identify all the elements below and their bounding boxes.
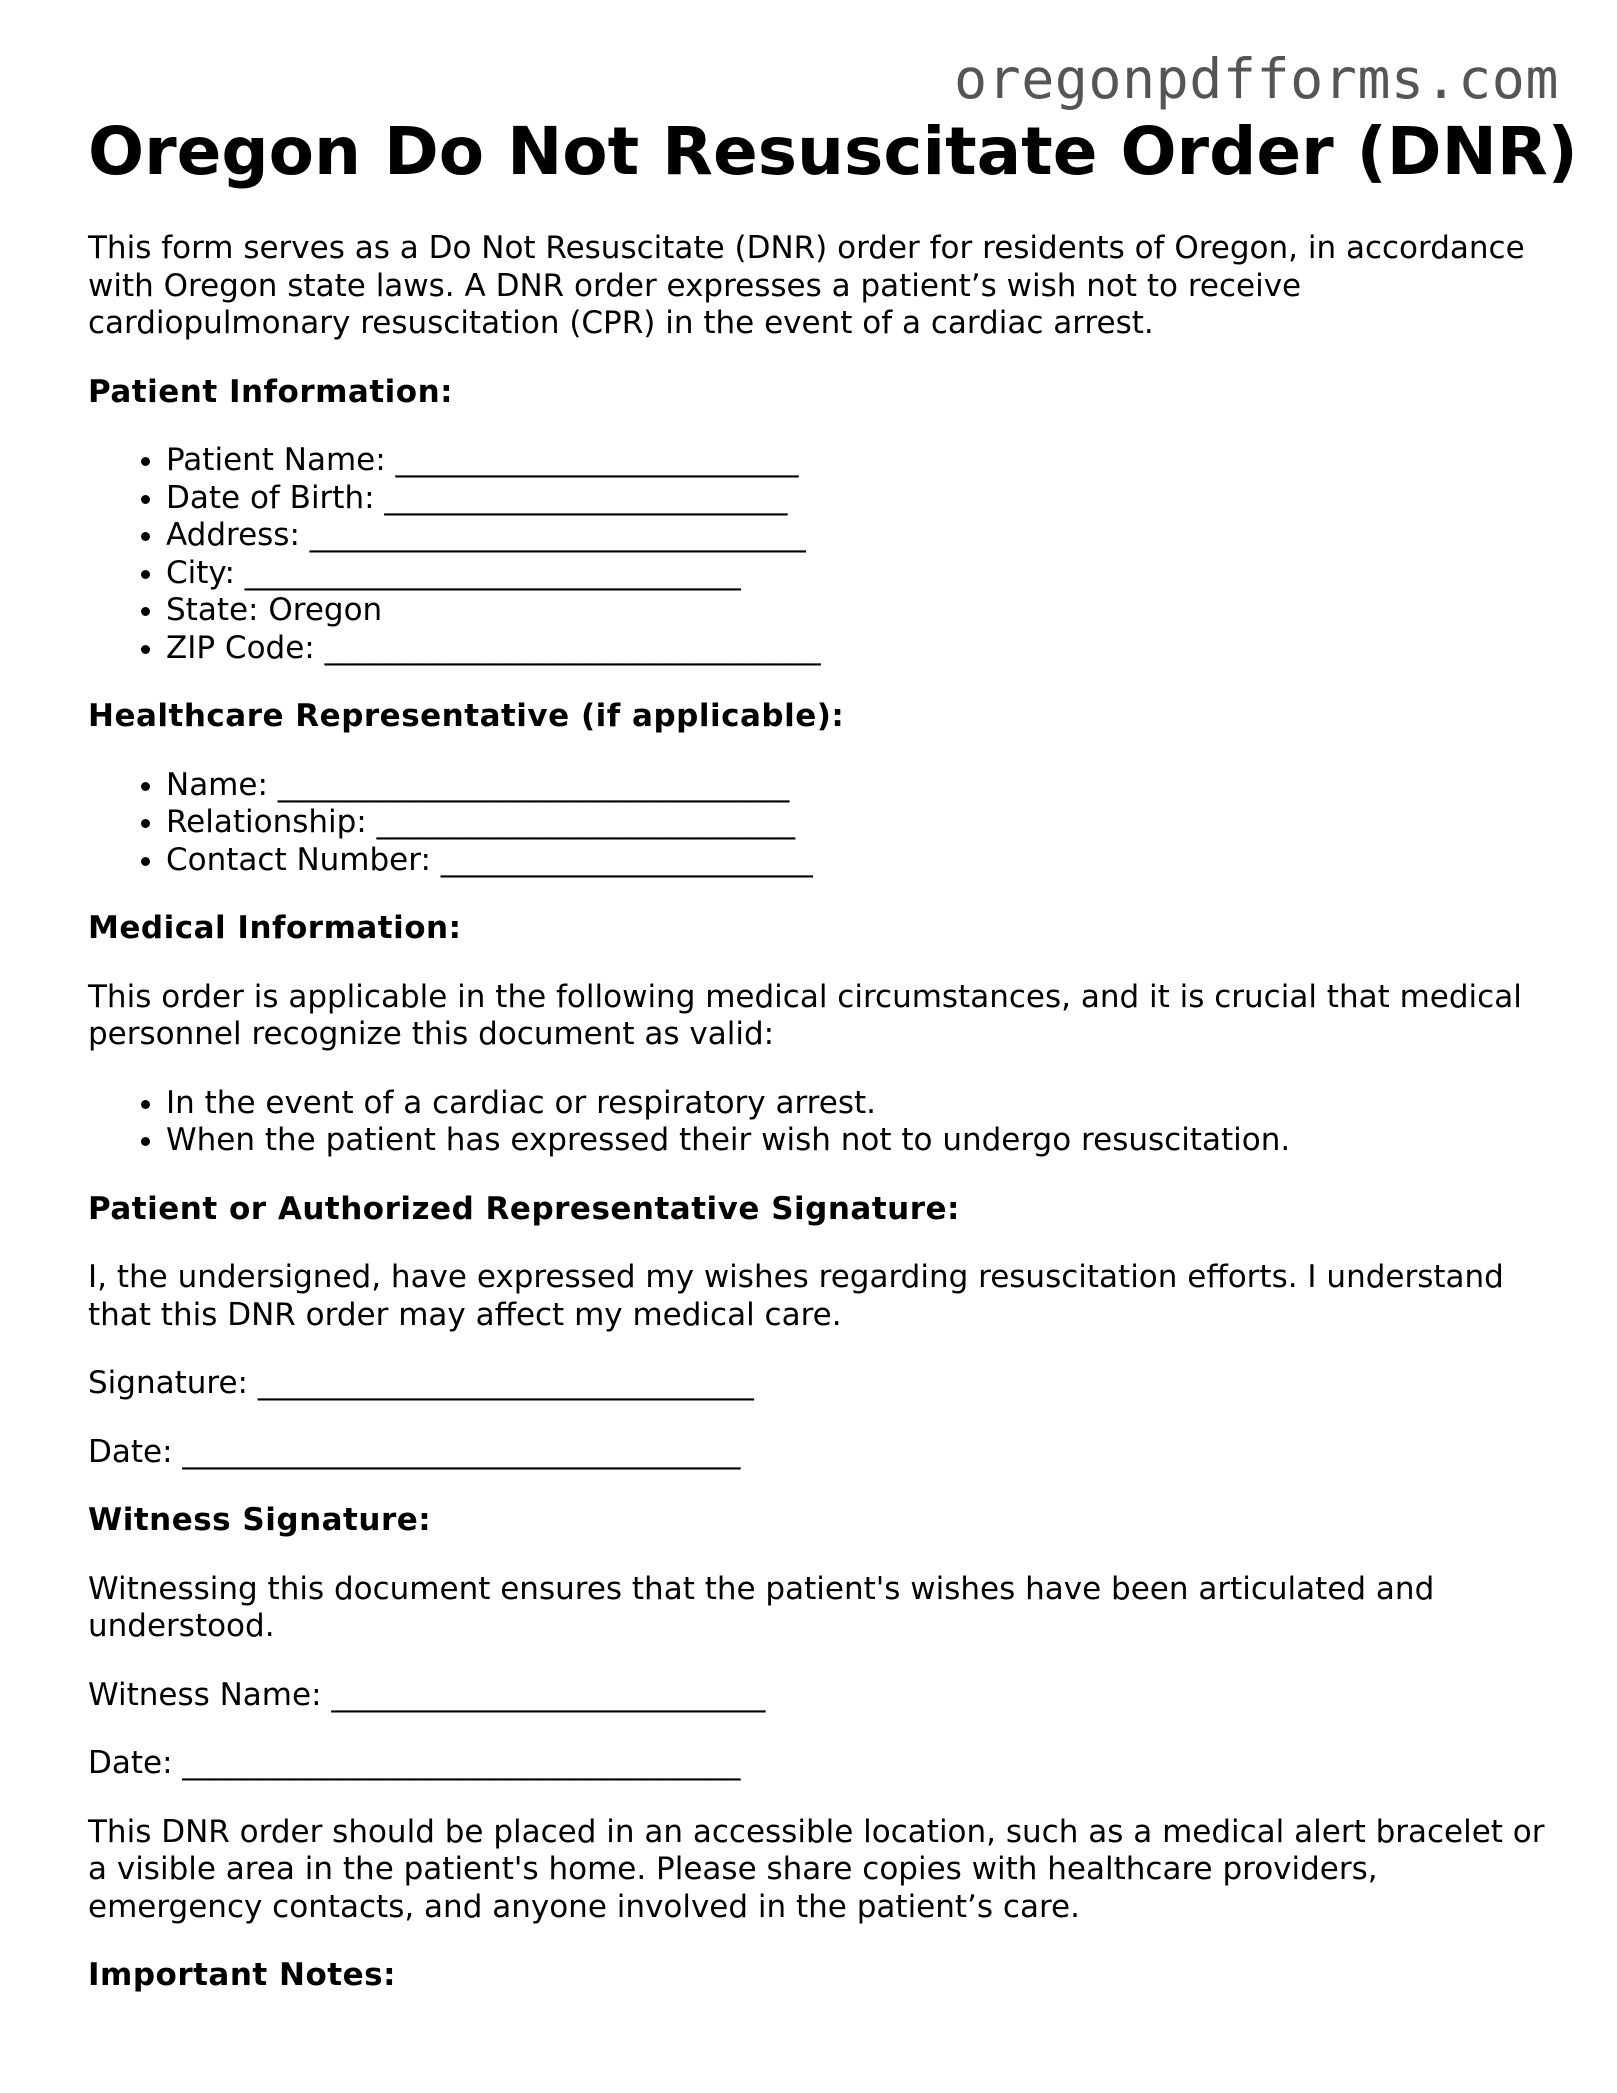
address-field: • Address: ________________________________ [166,517,1548,555]
signature-date-line: Date: ____________________________________ [88,1433,741,1470]
circumstance-item: • In the event of a cardiac or respiratory arrest. [166,1085,1548,1123]
witness-name-line: Witness Name: ____________________________ [88,1676,766,1713]
zip-code-field: • ZIP Code: ________________________________ [166,630,1548,668]
medical-info-heading: Medical Information: [88,910,462,946]
document-body [88,108,1578,2026]
document-title: Oregon Do Not Resuscitate Order (DNR) [88,113,1578,190]
patient-signature-paragraph: I, the undersigned, have expressed my wishes regarding resuscitation efforts. I understand that this DNR order may affect my medical care. [88,1259,1504,1333]
signature-line: Signature: ________________________________ [88,1365,754,1401]
relationship-field: • Relationship: ___________________________ [166,804,1548,842]
site-watermark: oregonpdfforms.com [953,47,1559,111]
state-field: • State: Oregon [166,592,1548,630]
placement-paragraph: This DNR order should be placed in an accessible location, such as a medical alert bracelet or a visible area in the patient's home. Please share copies with healthcare providers, emergency contacts, and anyone involved in the patient’s care. [88,1813,1545,1925]
patient-info-list [88,442,1548,667]
medical-circumstances-list [88,1085,1548,1160]
contact-number-field: • Contact Number: ________________________ [166,842,1548,880]
representative-heading: Healthcare Representative (if applicable): [88,698,845,734]
witness-paragraph: Witnessing this document ensures that the patient's wishes have been articulated and understood. [88,1570,1435,1644]
city-field: • City: ________________________________ [166,555,1548,593]
important-notes-heading: Important Notes: [88,1957,396,1993]
intro-paragraph: This form serves as a Do Not Resuscitate (DNR) order for residents of Oregon, in accordance with Oregon state laws. A DNR order expresses a patient’s wish not to receive cardiopulmonary resuscitation (CPR) in the event of a cardiac arrest. [88,230,1525,341]
circumstance-item: • When the patient has expressed their wish not to undergo resuscitation. [166,1122,1548,1160]
patient-signature-heading: Patient or Authorized Representative Signature: [88,1190,960,1227]
date-of-birth-field: • Date of Birth: __________________________ [166,480,1548,518]
patient-info-heading: Patient Information: [88,373,454,410]
witness-signature-heading: Witness Signature: [88,1502,432,1538]
representative-list [88,767,1548,880]
medical-info-paragraph: This order is applicable in the following medical circumstances, and it is crucial that medical personnel recognize this document as valid: [88,978,1522,1052]
witness-date-line: Date: ____________________________________ [88,1745,741,1781]
patient-name-field: • Patient Name: __________________________ [166,442,1548,480]
representative-name-field: • Name: _________________________________ [166,767,1548,805]
